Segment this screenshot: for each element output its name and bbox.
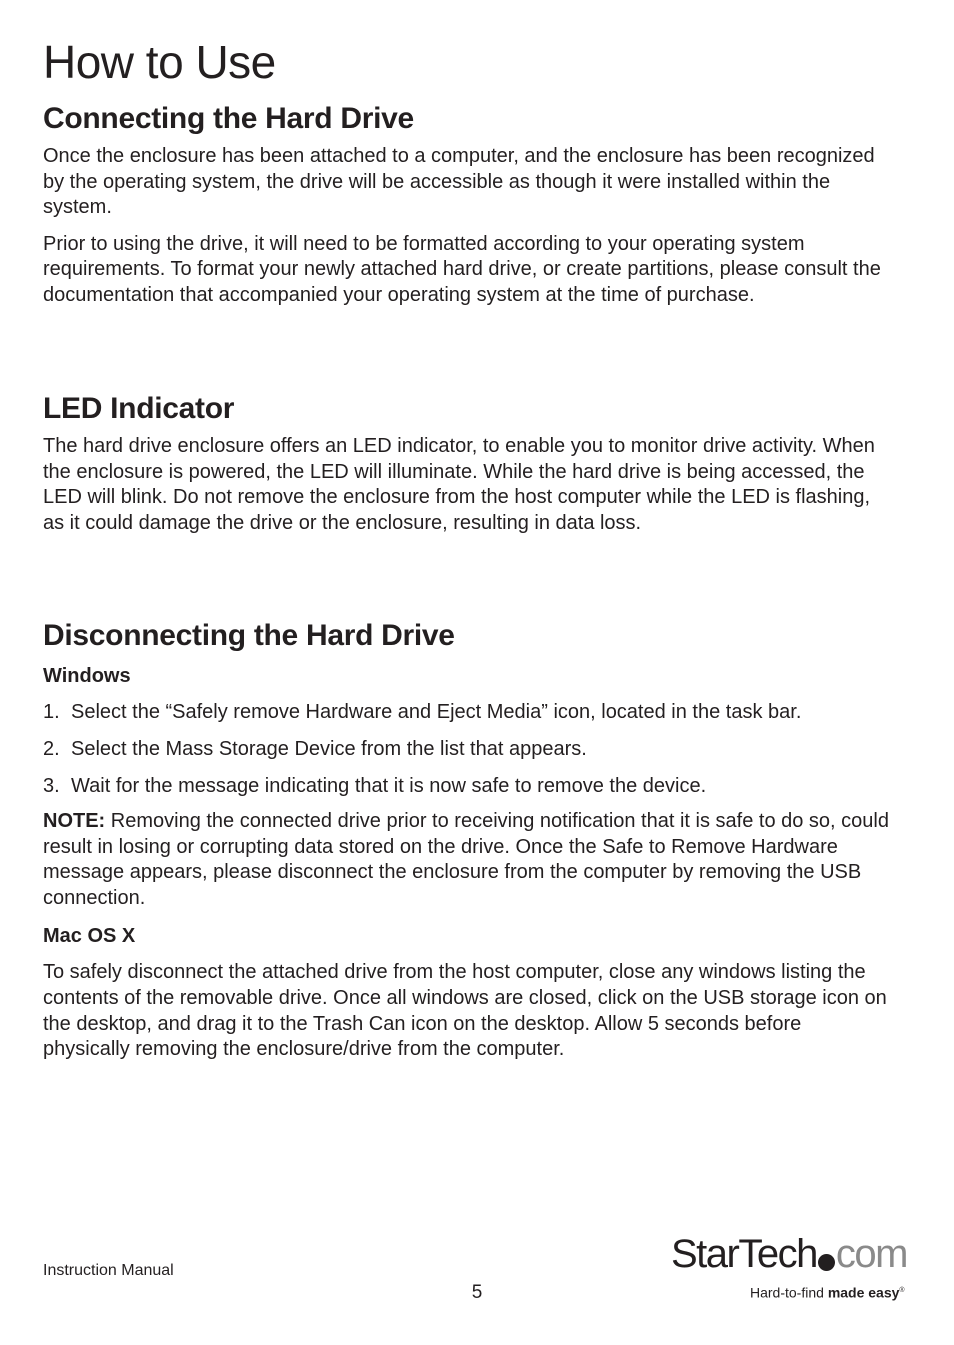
disconnecting-heading: Disconnecting the Hard Drive [43,619,455,652]
logo-dot-icon [818,1254,835,1271]
page-number: 5 [471,1282,483,1303]
step-number: 3. [43,775,60,797]
mac-heading: Mac OS X [43,925,136,948]
windows-steps-list [43,699,893,799]
led-paragraph: The hard drive enclosure offers an LED indicator, to enable you to monitor drive activity. When the enclosure is powered, the LED will illuminate. While the hard drive is being accessed, the LED will blink. Do not remove the enclosure from the host computer while the LED is flashing, as it could damage the drive or the enclosure, resulting in data loss. [43,435,875,534]
logo-tag-a: Hard-to-find [750,1284,828,1301]
section-connecting [43,101,893,309]
logo-domain: com [835,1232,907,1276]
step-number: 1. [43,701,60,723]
registered-mark: ® [899,1287,905,1294]
logo-brand: StarTech [671,1232,817,1276]
note-text: Removing the connected drive prior to receiving notification that it is safe to do so, could result in losing or corrupting data stored on the drive. Once the Safe to Remove Hardware message appears, please disconnect the enclosure from the computer by removing the USB connection. [43,810,889,909]
list-item [43,699,893,725]
logo-wordmark [671,1232,907,1276]
mac-paragraph: To safely disconnect the attached drive from the host computer, close any windows listing the contents of the removable drive. Once all windows are closed, click on the USB storage icon on the desktop, and drag it to the Trash Can icon on the desktop. Allow 5 seconds before physically removing the enclosure/drive from the computer. [43,961,887,1061]
footer-manual-label: Instruction Manual [43,1262,174,1279]
step-number: 2. [43,738,60,760]
section-led [43,391,893,536]
page-title: How to Use [43,36,276,88]
list-item [43,773,893,799]
connecting-paragraph-2: Prior to using the drive, it will need to be formatted according to your operating system requirements. To format your newly attached hard drive, or create partitions, please consult the documentation that accompanied your operating system at the time of purchase. [43,232,881,306]
step-text: Select the Mass Storage Device from the list that appears. [71,738,587,760]
note-paragraph [43,809,893,911]
connecting-heading: Connecting the Hard Drive [43,102,414,135]
logo-tag-b: made easy [827,1284,900,1301]
led-heading: LED Indicator [43,392,235,425]
startech-logo [671,1232,911,1304]
step-text: Select the “Safely remove Hardware and Eject Media” icon, located in the task bar. [71,701,802,723]
step-text: Wait for the message indicating that it is now safe to remove the device. [71,775,707,797]
note-label: NOTE: [43,810,106,832]
windows-heading: Windows [43,665,131,687]
section-disconnecting [43,618,893,1063]
list-item [43,736,893,762]
connecting-paragraph-1: Once the enclosure has been attached to a computer, and the enclosure has been recognized by the operating system, the drive will be accessible as though it were installed within the system. [43,145,875,219]
logo-tagline [750,1282,905,1302]
